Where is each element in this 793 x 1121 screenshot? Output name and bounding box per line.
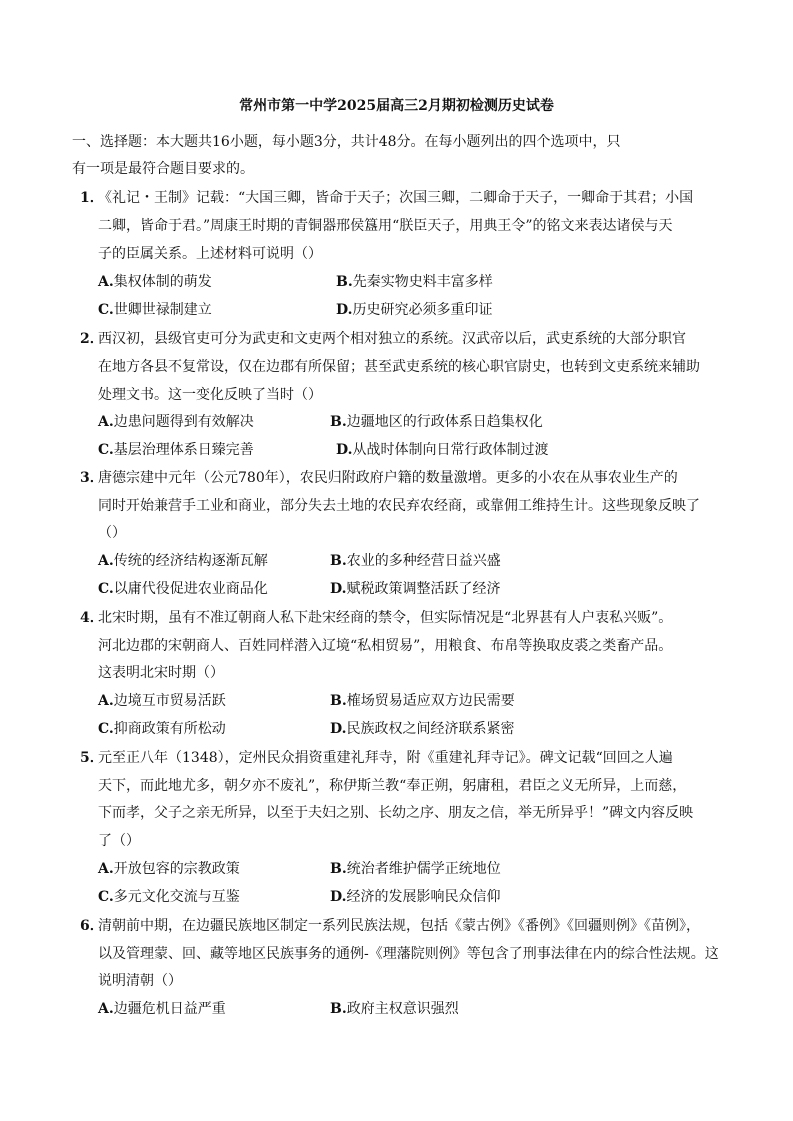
question-number: 1． — [80, 190, 104, 206]
option-c: C.世卿世禄制建立 — [98, 302, 212, 318]
question-number: 3． — [80, 470, 104, 486]
question-text-line: 说明清朝（） — [98, 973, 182, 989]
question-text-line: 子的臣属关系。上述材料可说明（） — [98, 246, 322, 262]
question-text-line: 北宋时期，虽有不准辽朝商人私下赴宋经商的禁令，但实际情况是“北界甚有人户衷私兴贩”。 — [98, 610, 673, 626]
question-text-line: 河北边郡的宋朝商人、百姓同样潜入辽境“私相贸易”，用粮食、布帛等换取皮裘之类畜产品。 — [98, 638, 673, 654]
option-a: A.边疆危机日益严重 — [98, 1001, 226, 1017]
question-text-line: 西汉初，县级官吏可分为武吏和文吏两个相对独立的系统。汉武帝以后，武吏系统的大部分职官 — [98, 331, 686, 347]
question-text-line: 清朝前中期，在边疆民族地区制定一系列民族法规，包括《蒙古例》《番例》《回疆则例》《苗例》， — [98, 918, 700, 934]
page-title: 常州市第一中学2025届高三2月期初检测历史试卷 — [239, 98, 554, 114]
question-text-line: 在地方各县不复常设，仅在边郡有所保留；甚至武吏系统的核心职官尉史，也转到文吏系统来辅助 — [98, 359, 700, 375]
question-text-line: 天下，而此地尤多，朝夕亦不废礼”，称伊斯兰教“奉正朔，躬庸租，君臣之义无所异，上而慈， — [98, 778, 687, 794]
option-b: B.边疆地区的行政体系日趋集权化 — [330, 414, 543, 430]
option-c: C.以庸代役促进农业商品化 — [98, 581, 268, 597]
question-text-line: 《礼记・王制》记载：“大国三卿，皆命于天子；次国三卿，二卿命于天子，一卿命于其君；小国 — [98, 190, 694, 206]
option-c: C.抑商政策有所松动 — [98, 721, 226, 737]
question-number: 6． — [80, 918, 104, 934]
question-text-line: 二卿，皆命于君。”周康王时期的青铜器邢侯簋用“朕臣天子，用典王令”的铭文来表达诸侯与天 — [98, 218, 673, 234]
option-b: B.统治者维护儒学正统地位 — [330, 861, 501, 877]
question-text-line: （） — [98, 525, 126, 541]
option-b: B.农业的多种经营日益兴盛 — [330, 553, 501, 569]
option-d: D.民族政权之间经济联系紧密 — [330, 721, 515, 737]
question-text-line: 以及管理蒙、回、藏等地区民族事务的通例-《理藩院则例》等包含了刑事法律在内的综合性法规。这 — [98, 946, 719, 962]
option-a: A.边患问题得到有效解决 — [98, 414, 254, 430]
question-number: 5． — [80, 750, 104, 766]
question-text-line: 这表明北宋时期（） — [98, 665, 224, 681]
option-d: D.经济的发展影响民众信仰 — [330, 889, 501, 905]
section-heading-line-2: 有一项是最符合题目要求的。 — [72, 161, 254, 177]
question-text-line: 同时开始兼营手工业和商业，部分失去土地的农民弃农经商，或靠佣工维持生计。这些现象反映了 — [98, 498, 700, 514]
option-a: A.传统的经济结构逐渐瓦解 — [98, 553, 268, 569]
question-text-line: 唐德宗建中元年（公元780年），农民归附政府户籍的数量激增。更多的小农在从事农业生产的 — [98, 470, 678, 486]
question-text-line: 元至正八年（1348），定州民众捐资重建礼拜寺，附《重建礼拜寺记》。碑文记载“回回之人遍 — [98, 750, 673, 766]
option-c: C.多元文化交流与互鉴 — [98, 889, 240, 905]
option-a: A.开放包容的宗教政策 — [98, 861, 240, 877]
option-b: B.先秦实物史料丰富多样 — [336, 274, 493, 290]
option-a: A.边境互市贸易活跃 — [98, 693, 226, 709]
option-d: D.从战时体制向日常行政体制过渡 — [336, 442, 549, 458]
question-number: 2． — [80, 331, 104, 347]
question-text-line: 处理文书。这一变化反映了当时（） — [98, 387, 322, 403]
question-text-line: 下而孝，父子之亲无所异，以至于夫妇之别、长幼之序、朋友之信，举无所异乎！”碑文内容反映 — [98, 805, 694, 821]
option-b: B.榷场贸易适应双方边民需要 — [330, 693, 515, 709]
option-d: D.历史研究必须多重印证 — [336, 302, 493, 318]
question-number: 4． — [80, 610, 104, 626]
option-c: C.基层治理体系日臻完善 — [98, 442, 254, 458]
option-b: B.政府主权意识强烈 — [330, 1001, 459, 1017]
section-heading-line-1: 一、选择题：本大题共16小题，每小题3分，共计48分。在每小题列出的四个选项中，只 — [72, 134, 621, 150]
question-text-line: 了（） — [98, 833, 140, 849]
option-d: D.赋税政策调整活跃了经济 — [330, 581, 501, 597]
option-a: A.集权体制的萌发 — [98, 274, 212, 290]
